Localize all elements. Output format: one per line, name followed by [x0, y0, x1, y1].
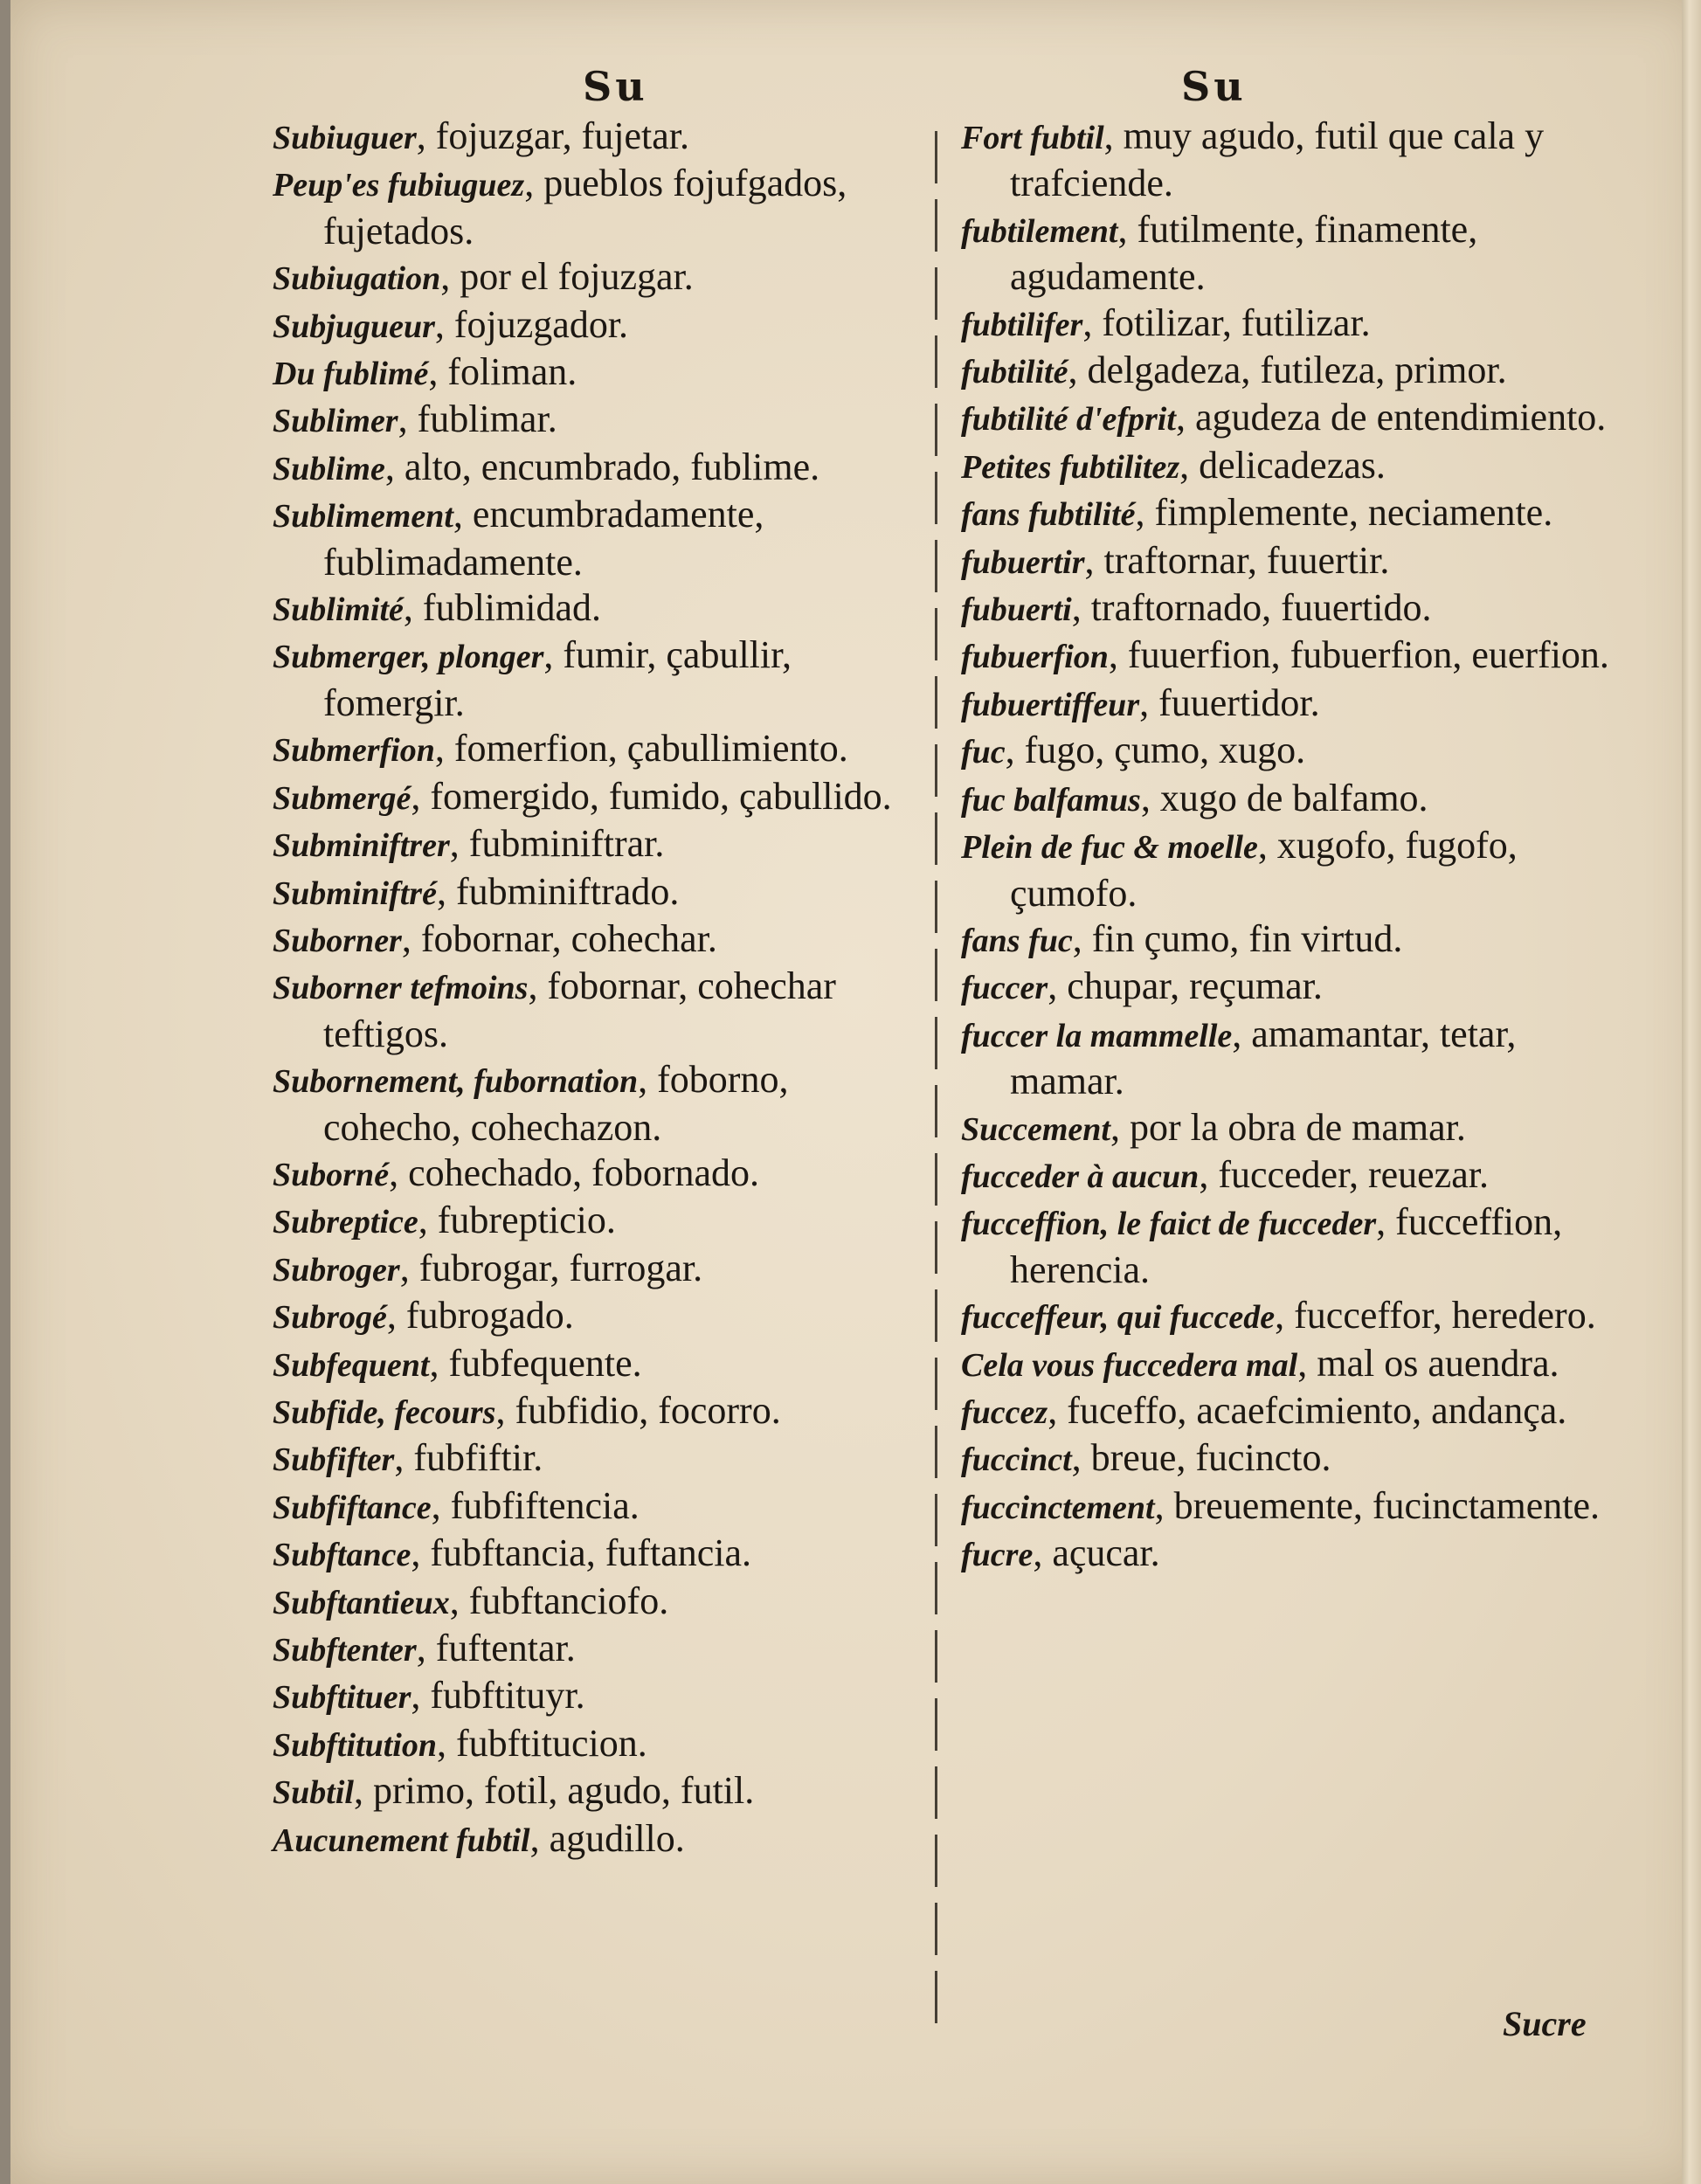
dictionary-entry [273, 1198, 919, 1245]
entry-headword: Subtil [273, 1774, 354, 1812]
entry-definition: , fubminiftrado. [436, 869, 680, 913]
entry-headword: Subftance [273, 1537, 411, 1574]
entry-definition: , fumir, çabullir, fomergir. [323, 633, 792, 724]
dictionary-entry [961, 1341, 1625, 1388]
dictionary-entry [961, 1293, 1625, 1340]
dictionary-entry [273, 445, 919, 492]
entry-definition: , fubrogado. [386, 1294, 574, 1337]
entry-headword: Subfiftance [273, 1489, 432, 1526]
dictionary-entry [273, 1579, 919, 1626]
dictionary-entry [273, 1151, 919, 1198]
dictionary-entry [273, 1816, 919, 1863]
dictionary-entry [273, 1673, 919, 1720]
entry-definition: , agudillo. [529, 1816, 685, 1860]
entry-definition: , fubrogar, furrogar. [399, 1246, 703, 1289]
dictionary-entry [961, 1152, 1625, 1199]
entry-headword: Subminiftrer [273, 827, 450, 865]
entry-definition: , fin çumo, fin virtud. [1072, 916, 1403, 960]
entry-headword: fubuerti [961, 591, 1072, 629]
entry-definition: , fubfiftir. [394, 1436, 543, 1480]
entry-headword: Suborné [273, 1156, 390, 1193]
entry-definition: , fobornar, cohechar teftigos. [323, 964, 836, 1055]
entry-definition: , açucar. [1033, 1531, 1160, 1575]
entry-definition: , fuceffo, acaefcimiento, andança. [1048, 1388, 1567, 1432]
entry-headword: Subjugueur [273, 308, 435, 345]
entry-headword: Suborner [273, 922, 402, 959]
entry-headword: Submerger, plonger [273, 639, 544, 676]
entry-definition: , fimplemente, neciamente. [1135, 491, 1553, 535]
entry-headword: fubuertir [961, 543, 1085, 581]
entry-definition: , fubftituyr. [411, 1674, 585, 1717]
dictionary-entry [273, 1435, 919, 1482]
entry-headword: Subrogé [273, 1299, 387, 1337]
dictionary-entry [961, 681, 1625, 728]
entry-definition: , fubfidio, focorro. [495, 1388, 781, 1432]
entry-headword: fans fuc [961, 922, 1073, 959]
entry-headword: fuccez [961, 1393, 1048, 1431]
entry-headword: fubuertiffeur [961, 686, 1140, 723]
entry-headword: fuc balfamus [961, 781, 1141, 819]
entry-definition: , futilmente, finamente, agudamente. [1010, 207, 1478, 299]
dictionary-entry [273, 1721, 919, 1768]
entry-headword: Plein de fuc & moelle [961, 829, 1258, 867]
entry-definition: , fubfiftencia. [431, 1483, 640, 1527]
dictionary-entry [961, 1199, 1625, 1293]
entry-definition: , chupar, reçumar. [1048, 964, 1323, 1008]
dictionary-entry [961, 490, 1625, 537]
dictionary-entry [961, 916, 1625, 964]
entry-definition: , foliman. [428, 350, 577, 394]
dictionary-entry [273, 1626, 919, 1673]
entry-definition: , agudeza de entendimiento. [1175, 396, 1607, 439]
entry-definition: , pueblos fojufgados, fujetados. [323, 162, 847, 252]
entry-definition: , fugo, çumo, xugo. [1005, 729, 1306, 772]
entry-headword: Subiuguer [273, 120, 417, 156]
entry-definition: , delicadezas. [1179, 443, 1386, 487]
entry-headword: fubtilement [961, 212, 1118, 250]
dictionary-entry [273, 254, 919, 301]
entry-headword: Submergé [273, 779, 411, 817]
entry-headword: Subroger [273, 1251, 400, 1289]
dictionary-entry [273, 1293, 919, 1340]
entry-definition: , fublimidad. [403, 586, 602, 630]
dictionary-entry [273, 161, 919, 254]
entry-headword: Subfide, fecours [273, 1393, 496, 1431]
entry-headword: Subftenter [273, 1632, 417, 1669]
dictionary-page [10, 0, 1701, 2184]
entry-definition: , fuuertidor. [1139, 681, 1320, 724]
dictionary-entry [273, 1768, 919, 1815]
entry-headword: Cela vous fuccedera mal [961, 1346, 1298, 1384]
entry-definition: , fubftanciofo. [449, 1579, 669, 1622]
entry-headword: Subfequent [273, 1346, 430, 1384]
entry-headword: Sublimer [273, 403, 398, 440]
entry-definition: , fucceffion, herencia. [1010, 1200, 1563, 1291]
dictionary-entry [961, 1388, 1625, 1435]
entry-headword: fuccer [961, 970, 1048, 1007]
dictionary-entry [961, 632, 1625, 680]
dictionary-entry [961, 1105, 1625, 1152]
entry-definition: , encumbradamente, fublimadamente. [323, 493, 764, 584]
dictionary-entry [273, 726, 919, 773]
entry-definition: , fubrepticio. [418, 1199, 616, 1242]
entry-definition: , xugofo, fugofo, çumofo. [1010, 824, 1518, 915]
entry-headword: Petites fubtilitez [961, 448, 1180, 486]
dictionary-entry [273, 869, 919, 916]
entry-definition: , breuemente, fucinctamente. [1154, 1483, 1601, 1527]
entry-headword: Subfifter [273, 1441, 395, 1479]
dictionary-entry [273, 349, 919, 397]
entry-headword: Sublimement [273, 498, 453, 536]
entry-definition: , fojuzgador. [434, 302, 629, 346]
entry-headword: Subftituer [273, 1679, 411, 1717]
dictionary-entry [961, 538, 1625, 585]
entry-headword: fuc [961, 734, 1006, 771]
dictionary-entry [961, 1531, 1625, 1578]
dictionary-entry [273, 1531, 919, 1578]
entry-definition: , muy agudo, futil que cala y trafciende. [1010, 114, 1545, 205]
dictionary-entry [961, 1012, 1625, 1105]
entry-headword: Fort fubtil [961, 120, 1104, 156]
entry-headword: Subftantieux [273, 1584, 450, 1621]
dictionary-entry [273, 114, 919, 161]
dictionary-entry [961, 585, 1625, 632]
entry-headword: fucceder à aucun [961, 1158, 1200, 1195]
dictionary-entry [961, 823, 1625, 916]
entry-headword: fubtilité d'efprit [961, 401, 1176, 439]
entry-definition: , primo, fotil, agudo, futil. [353, 1769, 755, 1813]
entry-headword: Du fublimé [273, 356, 429, 393]
catchword: Sucre [1503, 2004, 1587, 2043]
dictionary-entry [273, 916, 919, 964]
entry-definition: , fubftitucion. [436, 1721, 647, 1765]
dictionary-entry [273, 302, 919, 349]
dictionary-entry [273, 1388, 919, 1435]
entry-headword: Peup'es fubiuguez [273, 167, 525, 204]
entry-definition: , xugo de balfamo. [1140, 776, 1428, 819]
dictionary-entry [961, 443, 1625, 490]
entry-headword: fubtilifer [961, 306, 1083, 343]
entry-definition: , mal os auendra. [1297, 1341, 1559, 1385]
entry-headword: fuccinct [961, 1441, 1072, 1479]
entry-headword: Subreptice [273, 1204, 418, 1241]
entry-headword: fuccinctement [961, 1489, 1155, 1526]
dictionary-entry [273, 632, 919, 726]
entry-definition: , foborno, cohecho, cohechazon. [323, 1058, 789, 1149]
entry-definition: , delgadeza, futileza, primor. [1068, 349, 1507, 392]
entry-definition: , fublimar. [398, 397, 557, 441]
entry-headword: fucceffeur, qui fuccede [961, 1299, 1276, 1337]
dictionary-entry [961, 1483, 1625, 1531]
entry-definition: , fomergido, fumido, çabullido. [411, 774, 892, 818]
entry-headword: Succement [961, 1110, 1110, 1148]
entry-definition: , fuftentar. [416, 1627, 576, 1669]
dictionary-entry [273, 492, 919, 585]
entry-headword: Sublimité [273, 591, 404, 629]
dictionary-entry [961, 964, 1625, 1011]
entry-headword: Subftitution [273, 1726, 437, 1764]
entry-definition: , alto, encumbrado, fublime. [384, 445, 820, 488]
dictionary-entry [961, 1435, 1625, 1482]
entry-definition: , fobornar, cohechar. [401, 916, 717, 960]
dictionary-entry [273, 964, 919, 1057]
entry-headword: fucre [961, 1537, 1034, 1574]
column-divider [935, 131, 937, 2027]
entry-definition: , fucceder, reuezar. [1199, 1152, 1489, 1196]
entry-definition: , fubftancia, fuftancia. [411, 1531, 752, 1575]
entry-definition: , por la obra de mamar. [1110, 1105, 1466, 1149]
entry-headword: fucceffion, le faict de fucceder [961, 1206, 1377, 1243]
right-column [961, 114, 1625, 1579]
entry-headword: fubtilité [961, 354, 1068, 391]
dictionary-entry [273, 397, 919, 444]
dictionary-entry [961, 776, 1625, 823]
entry-definition: , fomerfion, çabullimiento. [434, 727, 848, 771]
dictionary-entry [273, 1483, 919, 1531]
dictionary-entry [961, 395, 1625, 442]
entry-headword: Subornement, fubornation [273, 1063, 639, 1101]
entry-headword: Sublime [273, 450, 385, 487]
page-edge-left [0, 0, 10, 2184]
entry-definition: , fubfequente. [429, 1341, 642, 1385]
dictionary-entry [273, 585, 919, 632]
dictionary-entry [273, 774, 919, 821]
entry-headword: fuccer la mammelle [961, 1017, 1233, 1054]
entry-definition: , traftornado, fuuertido. [1071, 586, 1432, 630]
page-edge-right [1682, 0, 1701, 2184]
entry-headword: Suborner tefmoins [273, 970, 529, 1007]
entry-definition: , fojuzgar, fujetar. [416, 114, 689, 157]
dictionary-entry [273, 821, 919, 868]
dictionary-entry [961, 114, 1625, 207]
dictionary-entry [961, 301, 1625, 348]
entry-headword: fubuerfion [961, 639, 1109, 676]
entry-headword: Subiugation [273, 260, 441, 298]
running-header-right: Su [1181, 63, 1247, 110]
entry-definition: , cohechado, fobornado. [389, 1151, 760, 1194]
entry-definition: , fubminiftrar. [449, 822, 665, 866]
entry-headword: Subminiftré [273, 874, 437, 912]
entry-headword: fans fubtilité [961, 496, 1136, 534]
dictionary-entry [961, 728, 1625, 775]
entry-definition: , breue, fucincto. [1071, 1436, 1331, 1480]
dictionary-entry [273, 1246, 919, 1293]
dictionary-entry [961, 348, 1625, 395]
entry-definition: , traftornar, fuuertir. [1084, 538, 1390, 582]
entry-definition: , amamantar, tetar, mamar. [1010, 1012, 1517, 1103]
left-column [273, 114, 919, 1863]
dictionary-entry [273, 1057, 919, 1151]
entry-headword: Submerfion [273, 732, 435, 770]
entry-definition: , fotilizar, futilizar. [1082, 301, 1371, 344]
entry-definition: , por el fojuzgar. [440, 255, 694, 299]
dictionary-entry [961, 207, 1625, 301]
dictionary-entry [273, 1341, 919, 1388]
entry-headword: Aucunement fubtil [273, 1821, 530, 1859]
running-header-left: Su [583, 63, 648, 110]
entry-definition: , fucceffor, heredero. [1275, 1294, 1596, 1337]
entry-definition: , fuuerfion, fubuerfion, euerfion. [1108, 633, 1609, 677]
